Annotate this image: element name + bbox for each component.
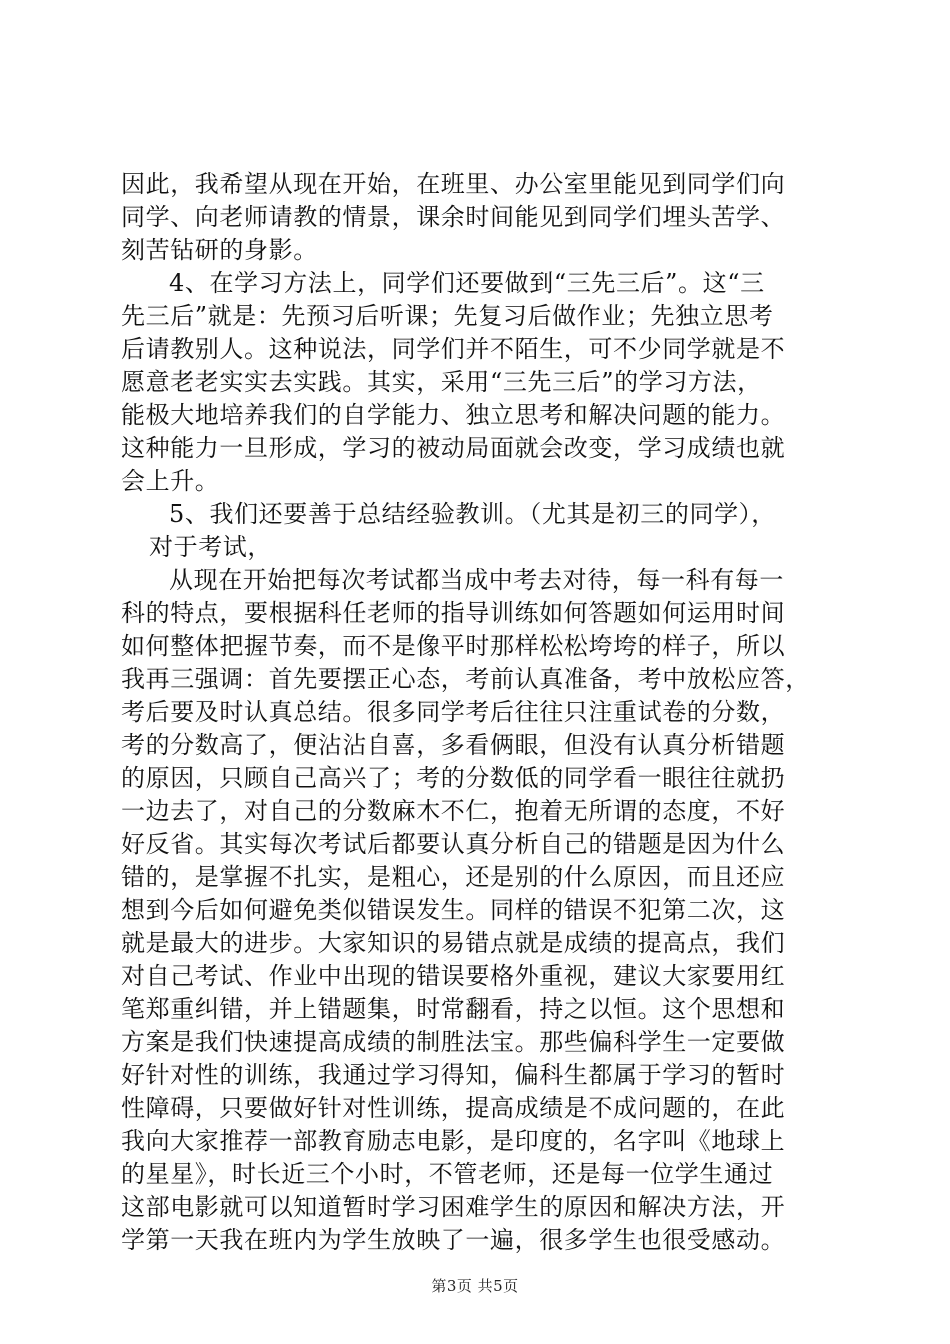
text-line: 考的分数高了，便沾沾自喜，多看俩眼，但没有认真分析错题 <box>121 731 786 759</box>
text-line: 4、在学习方法上，同学们还要做到“三先三后”。这“三 <box>169 269 765 297</box>
text-line: 我再三强调：首先要摆正心态，考前认真准备，考中放松应答， <box>121 665 810 693</box>
text-line: 性障碍，只要做好针对性训练，提高成绩是不成问题的，在此 <box>121 1094 786 1122</box>
text-line: 笔郑重纠错，并上错题集，时常翻看，持之以恒。这个思想和 <box>121 995 786 1023</box>
text-line: 刻苦钻研的身影。 <box>121 236 318 264</box>
text-line: 因此，我希望从现在开始，在班里、办公室里能见到同学们向 <box>121 170 786 198</box>
text-line: 对自己考试、作业中出现的错误要格外重视，建议大家要用红 <box>121 962 786 990</box>
text-line: 就是最大的进步。大家知识的易错点就是成绩的提高点，我们 <box>121 929 786 957</box>
text-line: 好反省。其实每次考试后都要认真分析自己的错题是因为什么 <box>121 830 786 858</box>
text-line: 5、我们还要善于总结经验教训。（尤其是初三的同学）， <box>169 500 776 528</box>
text-line: 学第一天我在班内为学生放映了一遍，很多学生也很受感动。 <box>121 1226 786 1254</box>
text-line: 科的特点，要根据科任老师的指导训练如何答题如何运用时间 <box>121 599 786 627</box>
text-line: 能极大地培养我们的自学能力、独立思考和解决问题的能力。 <box>121 401 786 429</box>
text-line: 会上升。 <box>121 467 220 495</box>
text-line: 对于考试， <box>149 533 272 561</box>
text-line: 一边去了，对自己的分数麻木不仁，抱着无所谓的态度，不好 <box>121 797 786 825</box>
text-line: 的星星》，时长近三个小时，不管老师，还是每一位学生通过 <box>121 1160 774 1188</box>
text-line: 先三后”就是：先预习后听课；先复习后做作业；先独立思考 <box>121 302 774 330</box>
page-footer <box>0 1275 950 1296</box>
text-line: 的原因，只顾自己高兴了；考的分数低的同学看一眼往往就扔 <box>121 764 786 792</box>
text-line: 好针对性的训练，我通过学习得知，偏科生都属于学习的暂时 <box>121 1061 786 1089</box>
text-line: 我向大家推荐一部教育励志电影，是印度的，名字叫《地球上 <box>121 1127 786 1155</box>
text-line: 错的，是掌握不扎实，是粗心，还是别的什么原因，而且还应 <box>121 863 786 891</box>
text-line: 考后要及时认真总结。很多同学考后往往只注重试卷的分数， <box>121 698 786 726</box>
text-line: 这种能力一旦形成，学习的被动局面就会改变，学习成绩也就 <box>121 434 786 462</box>
text-line: 愿意老老实实去实践。其实，采用“三先三后”的学习方法， <box>121 368 762 396</box>
text-line: 从现在开始把每次考试都当成中考去对待，每一科有每一 <box>169 566 784 594</box>
text-line: 如何整体把握节奏，而不是像平时那样松松垮垮的样子，所以 <box>121 632 786 660</box>
text-line: 这部电影就可以知道暂时学习困难学生的原因和解决方法，开 <box>121 1193 786 1221</box>
text-line: 同学、向老师请教的情景，课余时间能见到同学们埋头苦学、 <box>121 203 786 231</box>
text-line: 后请教别人。这种说法，同学们并不陌生，可不少同学就是不 <box>121 335 786 363</box>
text-line: 方案是我们快速提高成绩的制胜法宝。那些偏科学生一定要做 <box>121 1028 786 1056</box>
text-line: 想到今后如何避免类似错误发生。同样的错误不犯第二次，这 <box>121 896 786 924</box>
page-number: 第3页 共5页 <box>431 1277 519 1295</box>
